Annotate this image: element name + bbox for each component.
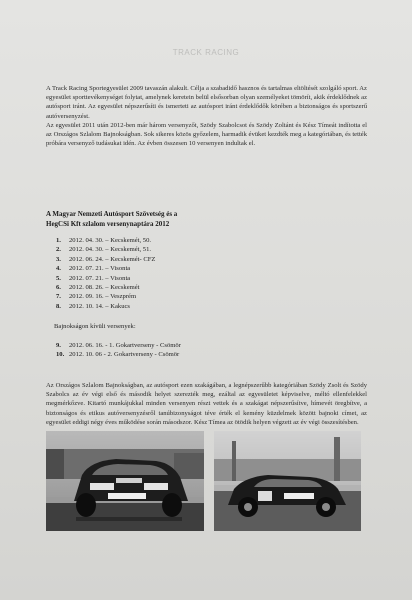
list-item-text: 2012. 07. 21. – Visonta [69,274,131,282]
calendar-title [46,210,366,229]
list-item-text: 2012. 06. 16. - 1. Gokartverseny - Csömör [69,342,181,349]
intro-section [46,84,367,148]
page-header-title: TRACK RACING [172,48,240,57]
list-item-text: 2012. 10. 14. – Kakucs [69,302,130,310]
list-item-text: 2012. 10. 06 - 2. Gokartverseny - Csömör [69,351,180,359]
list-item-number: 1. [56,237,61,244]
list-item [56,350,316,359]
list-item-number: 8. [56,302,61,310]
list-item-number: 10. [56,351,65,359]
list-item-number: 2. [56,246,61,254]
outside-races-title: Bajnokságon kívüli versenyek: [54,323,136,330]
list-item [56,292,316,301]
list-item-text: 2012. 08. 26. – Kecskemét [69,284,140,292]
race-car-photo-icon [46,431,204,531]
intro-paragraph-2: Az egyesület 2011 után 2012-ben már három versenyzőt, Szödy Szabolcsot és Szödy Zoltánt és Kész Tímeát indította el az Országos Szlalom Bajnokságban. Sok sikeres közös győzelem, harmadik évüket kezdték meg a kategóriában, és tették próbára versenyző tudásukat idén. Az évben összesen 10 versenyen indultak el. [46,121,367,148]
race-car-photo-right [214,431,361,531]
outside-races-list [56,341,316,360]
list-item-number: 7. [56,293,61,301]
intro-paragraph-1: A Track Racing Sportegyesület 2009 tavaszán alakult. Célja a szabadidő hasznos és tartalmas eltöltését szolgáló sport. Az egyesület sporttevékenységet folytat, amelynek keretein belül elsősorban olyan személyeket tömörít, akik érdeklődnek az autósport iránt. Az egyesület népszerűsíti és ismerteti az autósport iránt érdeklődők körében a biztonságos és sportszerű autóversenyzést. [46,85,367,120]
race-car-photo-icon [214,431,361,531]
list-item-number: 9. [56,342,61,349]
calendar-title-line-2: HegCSi Kft szlalom versenynaptára 2012 [46,219,170,228]
list-item-text: 2012. 06. 24. – Kecskemét- CFZ [69,255,156,263]
list-item-text: 2012. 04. 30. – Kecskemét, 51. [69,246,152,254]
list-item-number: 4. [56,265,61,273]
calendar-title-line-1: A Magyar Nemzeti Autósport Szövetség és a [46,210,178,218]
list-item-text: 2012. 04. 30. – Kecskemét, 50. [69,237,152,244]
list-item [56,283,316,292]
list-item [56,302,316,311]
summary-paragraph: Az Országos Szlalom Bajnokságban, az autósport ezen szakágában, a legnépszerűbb kategóriában Szödy Zsolt és Szödy Szabolcs az év végi első és második helyet szerezték meg, ezáltal az egyesületet képviselve, méltó ellenfelekkel megmérkőzve. Kitartó munkájukkal minden versenyen részt vettek és a szakágat népszerűsítve, hímevét öregbítve, a biztonságos és etikus autóversenyzésről tanúbizonyságot téve érték el kemény küzdelmek között bajnoki címet, az egyesület eddigi négy éves működése során másodszor. Kész Tímea az ötödik helyen végzett az év végi összesítésben. [46,382,367,426]
race-calendar-list [56,236,316,311]
list-item [56,255,316,264]
list-item [56,245,316,254]
list-item-number: 6. [56,284,61,292]
race-car-photo-left [46,431,204,531]
list-item [56,264,316,273]
list-item-number: 3. [56,255,61,263]
list-item [56,274,316,283]
list-item-number: 5. [56,274,61,282]
list-item-text: 2012. 07. 21. – Visonta [69,265,131,273]
list-item-text: 2012. 09. 16. – Veszprém [69,293,137,301]
list-item [56,341,316,350]
list-item [56,236,316,245]
